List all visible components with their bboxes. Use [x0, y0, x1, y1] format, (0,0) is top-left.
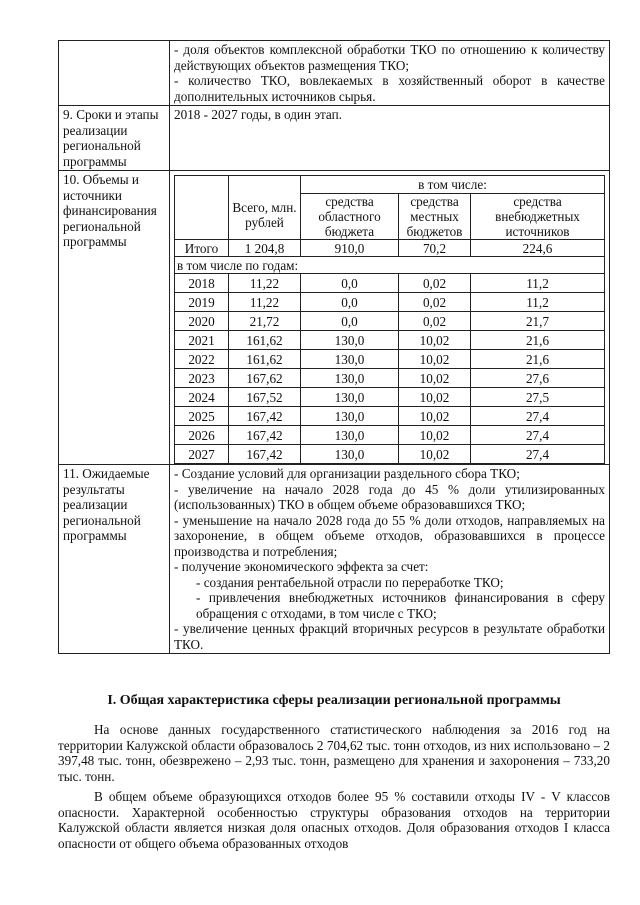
header-total: Всего, млн. рублей [229, 176, 301, 240]
total-regional: 910,0 [301, 240, 399, 257]
year-local: 10,02 [399, 445, 471, 464]
financing-header-row-1 [175, 176, 605, 194]
year-cell: 2019 [175, 293, 229, 312]
row-expected-results [59, 465, 610, 654]
table-row [175, 274, 605, 293]
year-local: 0,02 [399, 312, 471, 331]
table-row [175, 426, 605, 445]
year-cell: 2022 [175, 350, 229, 369]
row10-value-cell [170, 171, 610, 465]
result-item: - увеличение на начало 2028 года до 45 % доли утилизированных (использованных) ТКО в общем объеме образовавшихся ТКО; [174, 481, 605, 512]
year-total: 21,72 [229, 312, 301, 331]
row11-value-cell [170, 465, 610, 654]
row-top-value-cell [170, 41, 610, 106]
year-regional: 130,0 [301, 350, 399, 369]
year-external: 27,4 [471, 445, 605, 464]
table-row [175, 293, 605, 312]
year-cell: 2021 [175, 331, 229, 350]
passport-table [58, 40, 610, 654]
year-external: 11,2 [471, 274, 605, 293]
year-external: 21,6 [471, 331, 605, 350]
section-body [58, 722, 610, 856]
year-cell: 2026 [175, 426, 229, 445]
header-blank [175, 176, 229, 240]
year-cell: 2023 [175, 369, 229, 388]
year-cell: 2024 [175, 388, 229, 407]
total-external: 224,6 [471, 240, 605, 257]
year-external: 21,7 [471, 312, 605, 331]
year-total: 167,42 [229, 407, 301, 426]
year-external: 27,4 [471, 407, 605, 426]
row-timeline [59, 106, 610, 171]
year-local: 10,02 [399, 407, 471, 426]
year-total: 167,42 [229, 445, 301, 464]
row9-value: 2018 - 2027 годы, в один этап. [170, 106, 610, 171]
total-value: 1 204,8 [229, 240, 301, 257]
year-local: 0,02 [399, 293, 471, 312]
year-local: 10,02 [399, 331, 471, 350]
row11-label: 11. Ожидаемые результаты реализации региональной программы [59, 465, 170, 654]
row10-label: 10. Объемы и источники финансирования региональной программы [59, 171, 170, 465]
financing-table [174, 175, 605, 464]
year-regional: 130,0 [301, 331, 399, 350]
table-row [175, 350, 605, 369]
year-total: 161,62 [229, 350, 301, 369]
year-local: 0,02 [399, 274, 471, 293]
row9-label: 9. Сроки и этапы реализации региональной программы [59, 106, 170, 171]
header-local-budget: средства местных бюджетов [399, 194, 471, 240]
year-regional: 0,0 [301, 312, 399, 331]
body-paragraph: В общем объеме образующихся отходов более 95 % составили отходы IV - V классов опасности. Характерной особенностью структуры образования отходов на территории Калужской области является низкая доля опасных отходов. Доля образования отходов I класса опасности от общего объема образованных отходов [58, 789, 610, 851]
header-external-sources: средства внебюджетных источников [471, 194, 605, 240]
year-regional: 130,0 [301, 407, 399, 426]
body-paragraph: На основе данных государственного статистического наблюдения за 2016 год на территории Калужской области образовалось 2 704,62 тыс. тонн отходов, из них использовано – 2 397,48 тыс. тонн, обезврежено – 2,93 тыс. тонн, размещено для хранения и захоронения – 733,20 тыс. тонн. [58, 722, 610, 784]
result-subitem: - создания рентабельной отрасли по переработке ТКО; [196, 574, 504, 590]
table-row [175, 445, 605, 464]
section-heading: I. Общая характеристика сферы реализации региональной программы [107, 693, 561, 708]
indicator-line: - количество ТКО, вовлекаемых в хозяйственный оборот в качестве дополнительных источников сырья. [174, 73, 605, 104]
year-local: 10,02 [399, 350, 471, 369]
year-local: 10,02 [399, 388, 471, 407]
year-total: 167,52 [229, 388, 301, 407]
year-total: 11,22 [229, 274, 301, 293]
year-external: 21,6 [471, 350, 605, 369]
year-local: 10,02 [399, 426, 471, 445]
year-total: 167,42 [229, 426, 301, 445]
result-item: - уменьшение на начало 2028 года до 55 % доли отходов, направляемых на захоронение, в общем объеме отходов, образовавшихся в процессе производства и потребления; [174, 512, 605, 559]
table-row [175, 388, 605, 407]
result-item: - получение экономического эффекта за счет: [174, 559, 429, 574]
year-external: 27,6 [471, 369, 605, 388]
year-regional: 130,0 [301, 445, 399, 464]
total-label: Итого [175, 240, 229, 257]
year-local: 10,02 [399, 369, 471, 388]
year-cell: 2018 [175, 274, 229, 293]
total-local: 70,2 [399, 240, 471, 257]
financing-by-years-row [175, 257, 605, 274]
row-top-label-cell [59, 41, 170, 106]
year-total: 161,62 [229, 331, 301, 350]
year-regional: 130,0 [301, 369, 399, 388]
header-including: в том числе: [301, 176, 605, 194]
table-row [175, 331, 605, 350]
table-row [175, 369, 605, 388]
financing-total-row [175, 240, 605, 257]
year-total: 11,22 [229, 293, 301, 312]
table-row [175, 312, 605, 331]
year-total: 167,62 [229, 369, 301, 388]
year-regional: 130,0 [301, 388, 399, 407]
year-regional: 0,0 [301, 293, 399, 312]
table-row [175, 407, 605, 426]
year-external: 27,4 [471, 426, 605, 445]
year-regional: 0,0 [301, 274, 399, 293]
year-regional: 130,0 [301, 426, 399, 445]
year-cell: 2027 [175, 445, 229, 464]
indicator-line: - доля объектов комплексной обработки ТКО по отношению к количеству действующих объектов размещения ТКО; [174, 42, 605, 73]
row-indicators-continued [59, 41, 610, 106]
year-external: 27,5 [471, 388, 605, 407]
row-financing [59, 171, 610, 465]
year-external: 11,2 [471, 293, 605, 312]
header-regional-budget: средства областного бюджета [301, 194, 399, 240]
by-years-label: в том числе по годам: [175, 257, 605, 274]
year-cell: 2020 [175, 312, 229, 331]
result-item: - увеличение ценных фракций вторичных ресурсов в результате обработки ТКО. [174, 621, 605, 652]
result-item: - Создание условий для организации раздельного сбора ТКО; [174, 466, 520, 481]
year-cell: 2025 [175, 407, 229, 426]
result-subitem: - привлечения внебюджетных источников финансирования в сферу обращения с отходами, в том числе с ТКО; [196, 590, 605, 621]
